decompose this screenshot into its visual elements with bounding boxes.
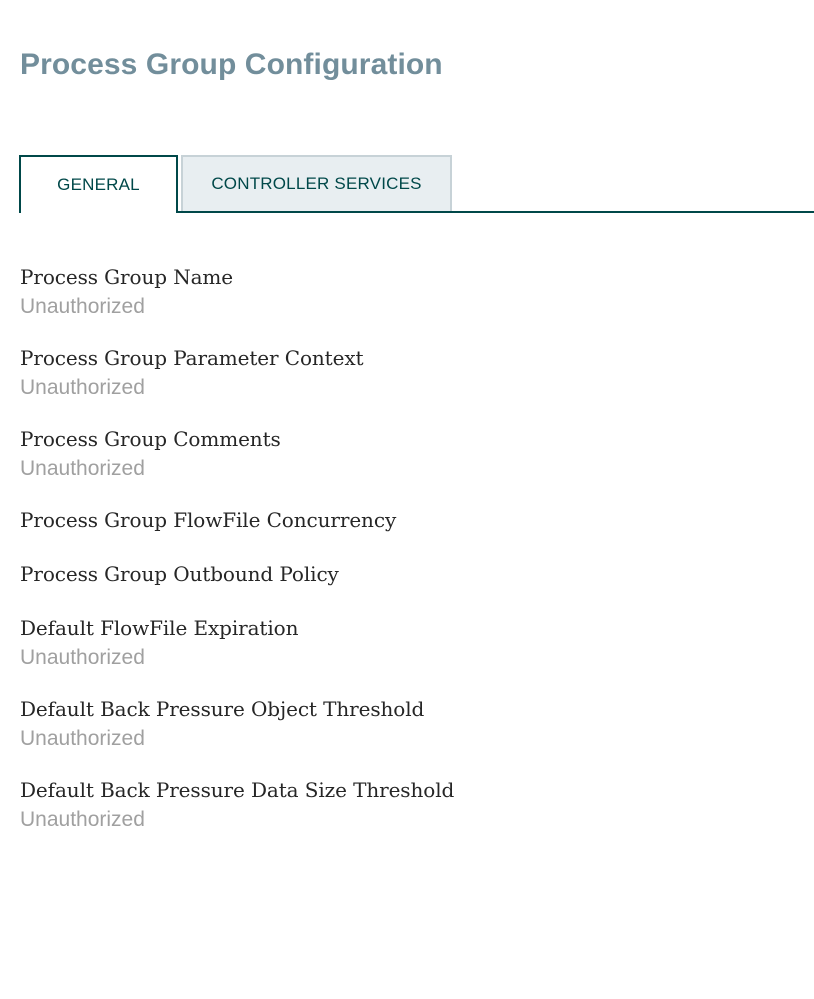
field-default-flowfile-expiration xyxy=(20,614,780,695)
field-process-group-outbound-policy xyxy=(20,560,780,614)
field-label: Process Group Comments xyxy=(20,427,281,451)
field-process-group-flowfile-concurrency xyxy=(20,506,780,560)
field-label: Default Back Pressure Data Size Threshold xyxy=(20,778,455,802)
field-value: Unauthorized xyxy=(20,808,145,831)
field-label: Default FlowFile Expiration xyxy=(20,616,299,640)
field-value: Unauthorized xyxy=(20,295,145,318)
field-process-group-comments xyxy=(20,425,780,506)
field-value: Unauthorized xyxy=(20,457,145,480)
tab-controller-services-label: CONTROLLER SERVICES xyxy=(211,174,422,193)
field-label: Process Group Outbound Policy xyxy=(20,562,339,586)
field-default-back-pressure-object-threshold xyxy=(20,695,780,776)
field-value: Unauthorized xyxy=(20,376,145,399)
tab-controller-services[interactable] xyxy=(181,155,452,211)
field-process-group-name xyxy=(20,263,780,344)
field-label: Process Group FlowFile Concurrency xyxy=(20,508,397,532)
tab-bar xyxy=(19,155,814,213)
field-value: Unauthorized xyxy=(20,727,145,750)
field-label: Default Back Pressure Object Threshold xyxy=(20,697,425,721)
general-settings-fields xyxy=(20,263,780,857)
field-label: Process Group Name xyxy=(20,265,234,289)
field-process-group-parameter-context xyxy=(20,344,780,425)
tab-general[interactable] xyxy=(19,155,178,213)
field-label: Process Group Parameter Context xyxy=(20,346,364,370)
page-title: Process Group Configuration xyxy=(20,48,443,81)
field-value: Unauthorized xyxy=(20,646,145,669)
tab-general-label: GENERAL xyxy=(57,175,140,194)
field-default-back-pressure-data-size-threshold xyxy=(20,776,780,857)
